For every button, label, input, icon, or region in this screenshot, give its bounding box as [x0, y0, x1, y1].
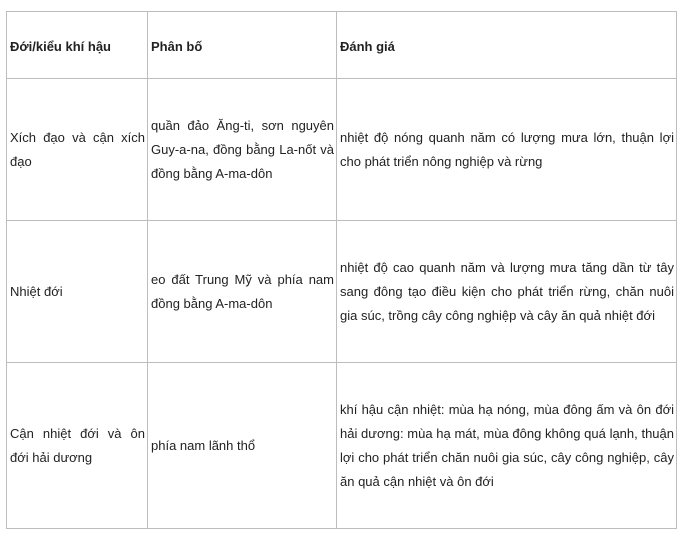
table-row — [7, 221, 677, 363]
distribution-cell: eo đất Trung Mỹ và phía nam đồng bằng A-ma-dôn — [148, 221, 337, 363]
header-distribution: Phân bố — [148, 12, 337, 79]
assessment-cell: nhiệt độ cao quanh năm và lượng mưa tăng dần từ tây sang đông tạo điều kiện cho phát triển rừng, chăn nuôi gia súc, trồng cây công nghiệp và cây ăn quả nhiệt đới — [337, 221, 677, 363]
assessment-cell: khí hậu cận nhiệt: mùa hạ nóng, mùa đông ấm và ôn đới hải dương: mùa hạ mát, mùa đông không quá lạnh, thuận lợi cho phát triển chăn nuôi gia súc, cây công nghiệp, cây ăn quả cận nhiệt và ôn đới — [337, 363, 677, 529]
header-assessment: Đánh giá — [337, 12, 677, 79]
zone-cell: Cận nhiệt đới và ôn đới hải dương — [7, 363, 148, 529]
distribution-cell: phía nam lãnh thổ — [148, 363, 337, 529]
climate-table — [6, 11, 677, 529]
header-zone: Đới/kiểu khí hậu — [7, 12, 148, 79]
table-row — [7, 79, 677, 221]
table-row — [7, 363, 677, 529]
table-header-row — [7, 12, 677, 79]
zone-cell: Nhiệt đới — [7, 221, 148, 363]
zone-cell: Xích đạo và cận xích đạo — [7, 79, 148, 221]
distribution-cell: quần đảo Ăng-ti, sơn nguyên Guy-a-na, đồng bằng La-nốt và đồng bằng A-ma-dôn — [148, 79, 337, 221]
assessment-cell: nhiệt độ nóng quanh năm có lượng mưa lớn, thuận lợi cho phát triển nông nghiệp và rừng — [337, 79, 677, 221]
